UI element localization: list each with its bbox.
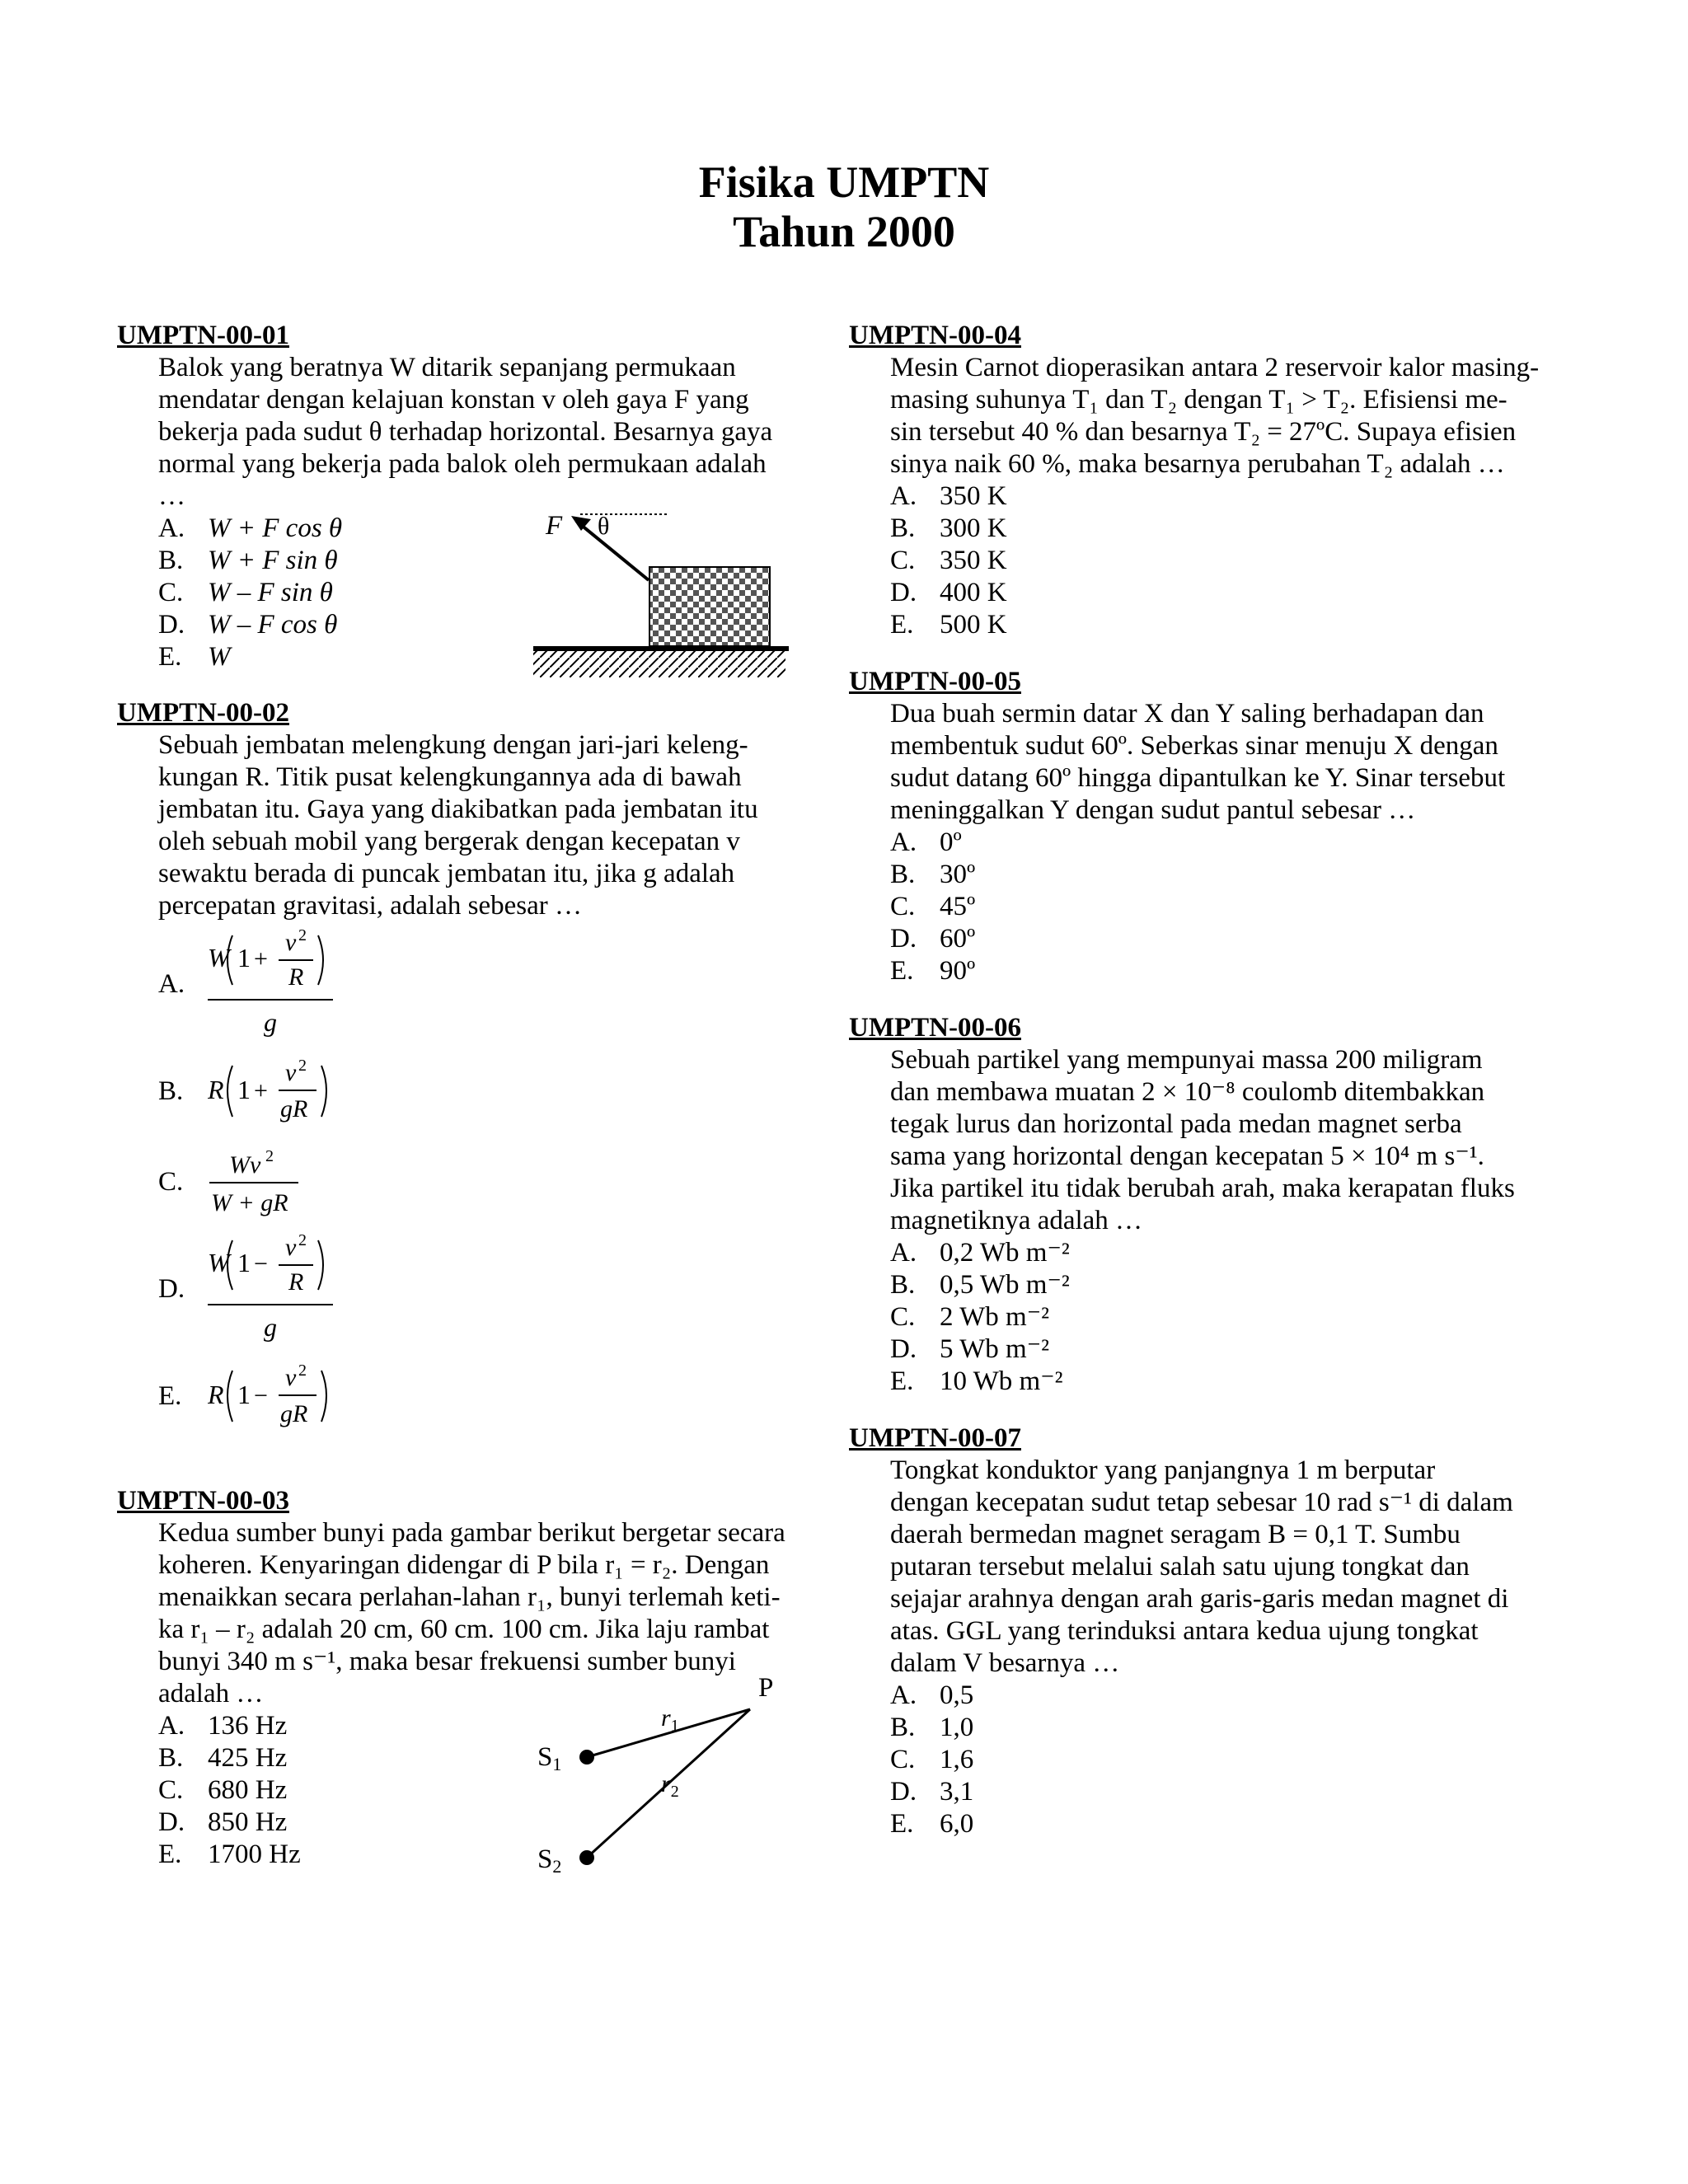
text-line: bunyi 340 m s⁻¹, maka besar frekuensi sumber bunyi xyxy=(158,1647,736,1676)
option-text: 3,1 xyxy=(940,1777,974,1807)
formula-den: R xyxy=(288,963,304,991)
option-label: E. xyxy=(890,610,914,640)
option-label: B. xyxy=(890,1713,916,1742)
text-line: meninggalkan Y dengan sudut pantul sebesar … xyxy=(890,795,1416,825)
text-line: mendatar dengan kelajuan konstan v oleh gaya F yang xyxy=(158,385,749,415)
option-label: C. xyxy=(890,1745,916,1774)
answer-options xyxy=(890,480,1574,641)
answer-option-b[interactable] xyxy=(890,859,1574,891)
text-line: jembatan itu. Gaya yang diakibatkan pada jembatan itu xyxy=(158,794,758,824)
formula-op: + xyxy=(254,1077,268,1104)
text-line: sin tersebut 40 % dan besarnya T₂ = 27ºC. Supaya efisien xyxy=(890,417,1517,447)
answer-option-d[interactable] xyxy=(890,577,1574,609)
answer-option-c[interactable] xyxy=(158,1137,826,1227)
option-label: A. xyxy=(890,827,917,857)
answer-option-c[interactable] xyxy=(890,1744,1574,1776)
option-label: D. xyxy=(158,1273,185,1304)
answer-option-d[interactable] xyxy=(158,1227,826,1351)
answer-option-e[interactable] xyxy=(890,1366,1574,1398)
question-umptn-00-07 xyxy=(849,1422,1574,1840)
option-label: D. xyxy=(158,1807,185,1837)
formula-w: R xyxy=(208,1380,224,1409)
option-label: B. xyxy=(158,546,184,575)
option-label: B. xyxy=(890,860,916,889)
option-label: C. xyxy=(890,892,916,921)
question-umptn-00-03 xyxy=(117,1485,826,1874)
option-text: 6,0 xyxy=(940,1809,974,1839)
source-s2-dot xyxy=(579,1850,594,1865)
option-label: A. xyxy=(158,968,185,999)
option-text: 5 Wb m⁻² xyxy=(940,1334,1050,1364)
formula-d xyxy=(208,1227,348,1351)
option-text: 300 K xyxy=(940,513,1007,543)
question-umptn-00-06 xyxy=(849,1012,1574,1398)
option-text: 1700 Hz xyxy=(208,1840,301,1869)
text-line: daerah bermedan magnet seragam B = 0,1 T. Sumbu xyxy=(890,1520,1461,1549)
option-label: E. xyxy=(158,1840,182,1869)
text-line: sinya naik 60 %, maka besarnya perubahan T₂ adalah … xyxy=(890,449,1505,479)
sound-sources-figure xyxy=(438,1668,785,1874)
answer-option-e[interactable] xyxy=(890,1808,1574,1840)
text-line: Kedua sumber bunyi pada gambar berikut bergetar secara xyxy=(158,1518,785,1548)
answer-option-a[interactable] xyxy=(890,480,1574,513)
option-text: W – F cos θ xyxy=(208,610,338,640)
formula-num: v xyxy=(285,929,297,956)
formula-one: 1 xyxy=(237,1075,251,1104)
formula-b xyxy=(208,1046,348,1137)
option-text: 680 Hz xyxy=(208,1775,288,1805)
force-label: F xyxy=(546,511,563,541)
option-text: W xyxy=(208,642,231,672)
option-label: E. xyxy=(158,642,182,672)
text-line: adalah … xyxy=(158,1679,264,1708)
option-label: C. xyxy=(158,1775,184,1805)
question-text xyxy=(890,1044,1574,1237)
block-box xyxy=(649,567,770,646)
ground-surface xyxy=(533,646,789,651)
formula-w: W xyxy=(208,1248,230,1277)
question-text xyxy=(890,1455,1574,1680)
option-label: B. xyxy=(158,1743,184,1773)
option-label: A. xyxy=(890,1238,917,1268)
option-text: 1,6 xyxy=(940,1745,974,1774)
option-text: 0,5 xyxy=(940,1680,974,1710)
text-line: magnetiknya adalah … xyxy=(890,1206,1143,1235)
option-label: A. xyxy=(890,481,917,511)
text-line: Sebuah jembatan melengkung dengan jari-jari keleng- xyxy=(158,730,748,760)
formula-op: − xyxy=(254,1250,268,1277)
option-label: B. xyxy=(890,513,916,543)
text-line: membentuk sudut 60º. Seberkas sinar menuju X dengan xyxy=(890,731,1498,761)
option-text: 10 Wb m⁻² xyxy=(940,1366,1063,1396)
text-line: oleh sebuah mobil yang bergerak dengan kecepatan v xyxy=(158,827,740,856)
formula-pow: 2 xyxy=(298,1057,307,1075)
formula-den: gR xyxy=(280,1095,308,1122)
option-label: D. xyxy=(158,610,185,640)
option-text: 90º xyxy=(940,956,976,986)
text-line: kungan R. Titik pusat kelengkungannya ada di bawah xyxy=(158,762,742,792)
question-umptn-00-02 xyxy=(117,697,826,1472)
formula-outer-den: g xyxy=(264,1007,277,1037)
page-title: Fisika UMPTN xyxy=(698,157,990,207)
option-text: 850 Hz xyxy=(208,1807,288,1837)
question-text xyxy=(890,698,1574,827)
answer-option-e[interactable] xyxy=(890,955,1574,987)
answer-option-e[interactable] xyxy=(158,1351,826,1441)
text-line: dengan kecepatan sudut tetap sebesar 10 rad s⁻¹ di dalam xyxy=(890,1488,1513,1517)
formula-num: Wv xyxy=(229,1151,261,1179)
formula-w: R xyxy=(208,1075,224,1104)
formula-op: + xyxy=(254,945,268,972)
option-label: C. xyxy=(158,1166,184,1197)
text-line: sejajar arahnya dengan arah garis-garis medan magnet di xyxy=(890,1584,1509,1614)
text-line: sudut datang 60º hingga dipantulkan ke Y. Sinar tersebut xyxy=(890,763,1506,793)
text-line: Jika partikel itu tidak berubah arah, maka kerapatan fluks xyxy=(890,1174,1515,1203)
block-force-figure xyxy=(451,509,830,699)
left-column xyxy=(117,320,826,1874)
option-label: D. xyxy=(890,1334,917,1364)
option-label: A. xyxy=(890,1680,917,1710)
option-label: A. xyxy=(158,513,185,543)
answer-option-c[interactable] xyxy=(890,891,1574,923)
option-label: B. xyxy=(158,1076,184,1106)
option-text: 2 Wb m⁻² xyxy=(940,1302,1050,1332)
text-line: masing suhunya T₁ dan T₂ dengan T₁ > T₂. Efisiensi me- xyxy=(890,385,1507,415)
ground-hatch xyxy=(533,651,785,677)
option-text: 30º xyxy=(940,860,976,889)
text-line: sewaktu berada di puncak jembatan itu, jika g adalah xyxy=(158,859,735,888)
answer-option-d[interactable] xyxy=(890,923,1574,955)
formula-one: 1 xyxy=(237,1380,251,1409)
text-line: tegak lurus dan horizontal pada medan magnet serba xyxy=(890,1109,1462,1139)
text-line: sama yang horizontal dengan kecepatan 5 × 10⁴ m s⁻¹. xyxy=(890,1141,1484,1171)
option-text: 425 Hz xyxy=(208,1743,288,1773)
text-line: Balok yang beratnya W ditarik sepanjang permukaan xyxy=(158,353,736,382)
source-s1-dot xyxy=(579,1750,594,1765)
answer-option-d[interactable] xyxy=(890,1333,1574,1366)
answer-option-b[interactable] xyxy=(890,513,1574,545)
answer-options xyxy=(890,1680,1574,1840)
answer-option-e[interactable] xyxy=(890,609,1574,641)
text-line: Sebuah partikel yang mempunyai massa 200 miligram xyxy=(890,1045,1483,1075)
text-line: dalam V besarnya … xyxy=(890,1648,1120,1678)
point-p-label: P xyxy=(758,1673,774,1703)
r1-label: $r_1$ xyxy=(661,1704,679,1735)
question-text xyxy=(890,352,1574,480)
answer-option-a[interactable] xyxy=(890,827,1574,859)
text-line: koheren. Kenyaringan didengar di P bila r₁ = r₂. Dengan xyxy=(158,1550,770,1580)
option-label: D. xyxy=(890,924,917,954)
formula-one: 1 xyxy=(237,1248,251,1277)
option-label: E. xyxy=(890,1809,914,1839)
text-line: dan membawa muatan 2 × 10⁻⁸ coulomb ditembakkan xyxy=(890,1077,1485,1107)
formula-pow: 2 xyxy=(298,1231,307,1249)
option-text: 136 Hz xyxy=(208,1711,288,1741)
text-line: normal yang bekerja pada balok oleh permukaan adalah xyxy=(158,449,767,479)
option-text: 0º xyxy=(940,827,962,857)
option-label: E. xyxy=(890,956,914,986)
formula-pow: 2 xyxy=(265,1147,274,1165)
question-umptn-00-05 xyxy=(849,666,1574,987)
formula-c xyxy=(208,1137,348,1227)
formula-num: v xyxy=(285,1059,297,1086)
option-label: D. xyxy=(890,1777,917,1807)
option-label: B. xyxy=(890,1270,916,1300)
formula-den: gR xyxy=(280,1400,308,1427)
text-line: Tongkat konduktor yang panjangnya 1 m berputar xyxy=(890,1455,1436,1485)
question-umptn-00-04 xyxy=(849,320,1574,641)
text-line: atas. GGL yang terinduksi antara kedua ujung tongkat xyxy=(890,1616,1479,1646)
formula-num: v xyxy=(285,1364,297,1391)
right-column xyxy=(849,320,1574,1840)
question-umptn-00-01 xyxy=(117,320,826,696)
text-line: Dua buah sermin datar X dan Y saling berhadapan dan xyxy=(890,699,1484,729)
option-label: A. xyxy=(158,1711,185,1741)
question-id: UMPTN-00-03 xyxy=(117,1486,289,1516)
formula-den: W + gR xyxy=(211,1189,288,1216)
question-id: UMPTN-00-07 xyxy=(849,1423,1021,1453)
answer-option-b[interactable] xyxy=(890,1712,1574,1744)
option-label: C. xyxy=(890,546,916,575)
answer-option-d[interactable] xyxy=(890,1776,1574,1808)
option-text: 500 K xyxy=(940,610,1007,640)
formula-e xyxy=(208,1351,348,1441)
question-id: UMPTN-00-05 xyxy=(849,667,1021,696)
text-line: … xyxy=(158,481,185,511)
option-text: 400 K xyxy=(940,578,1007,607)
question-text xyxy=(158,729,826,922)
answer-option-b[interactable] xyxy=(890,1269,1574,1301)
answer-option-a[interactable] xyxy=(890,1237,1574,1269)
option-label: C. xyxy=(890,1302,916,1332)
answer-option-c[interactable] xyxy=(890,1301,1574,1333)
option-text: 350 K xyxy=(940,481,1007,511)
option-text: W + F cos θ xyxy=(208,513,343,543)
text-line: ka r₁ – r₂ adalah 20 cm, 60 cm. 100 cm. Jika laju rambat xyxy=(158,1615,770,1644)
text-line: percepatan gravitasi, adalah sebesar … xyxy=(158,891,582,921)
formula-outer-den: g xyxy=(264,1312,277,1342)
source-s2-label: S2 xyxy=(537,1844,562,1874)
force-line xyxy=(576,521,649,580)
formula-a xyxy=(208,922,348,1046)
formula-op: − xyxy=(254,1382,268,1409)
question-id: UMPTN-00-02 xyxy=(117,698,289,728)
answer-option-c[interactable] xyxy=(890,545,1574,577)
text-line: putaran tersebut melalui salah satu ujung tongkat dan xyxy=(890,1552,1470,1582)
text-line: bekerja pada sudut θ terhadap horizontal. Besarnya gaya xyxy=(158,417,773,447)
r2-label: $r_2$ xyxy=(661,1770,679,1801)
option-label: E. xyxy=(890,1366,914,1396)
option-text: 60º xyxy=(940,924,976,954)
option-text: 0,5 Wb m⁻² xyxy=(940,1270,1070,1300)
question-id: UMPTN-00-06 xyxy=(849,1013,1021,1043)
formula-w: W xyxy=(208,943,230,972)
option-label: D. xyxy=(890,578,917,607)
text-line: Mesin Carnot dioperasikan antara 2 reservoir kalor masing- xyxy=(890,353,1540,382)
formula-pow: 2 xyxy=(298,1361,307,1380)
answer-option-a[interactable] xyxy=(890,1680,1574,1712)
option-text: W + F sin θ xyxy=(208,546,338,575)
answer-option-b[interactable] xyxy=(158,1046,826,1137)
question-id: UMPTN-00-04 xyxy=(849,321,1021,350)
answer-options xyxy=(890,827,1574,987)
answer-option-a[interactable] xyxy=(158,922,826,1046)
question-text xyxy=(158,352,826,513)
source-s1-label: S1 xyxy=(537,1742,562,1774)
answer-options xyxy=(890,1237,1574,1398)
option-text: W – F sin θ xyxy=(208,578,333,607)
formula-pow: 2 xyxy=(298,926,307,944)
formula-num: v xyxy=(285,1234,297,1261)
text-line: menaikkan secara perlahan-lahan r₁, bunyi terlemah keti- xyxy=(158,1582,781,1612)
formula-den: R xyxy=(288,1268,304,1296)
angle-label: θ xyxy=(598,513,610,540)
option-label: C. xyxy=(158,578,184,607)
formula-one: 1 xyxy=(237,943,251,972)
option-text: 350 K xyxy=(940,546,1007,575)
option-label: E. xyxy=(158,1380,182,1411)
option-text: 0,2 Wb m⁻² xyxy=(940,1238,1070,1268)
question-id: UMPTN-00-01 xyxy=(117,321,289,350)
option-text: 1,0 xyxy=(940,1713,974,1742)
page-subtitle: Tahun 2000 xyxy=(733,207,955,256)
option-text: 45º xyxy=(940,892,976,921)
